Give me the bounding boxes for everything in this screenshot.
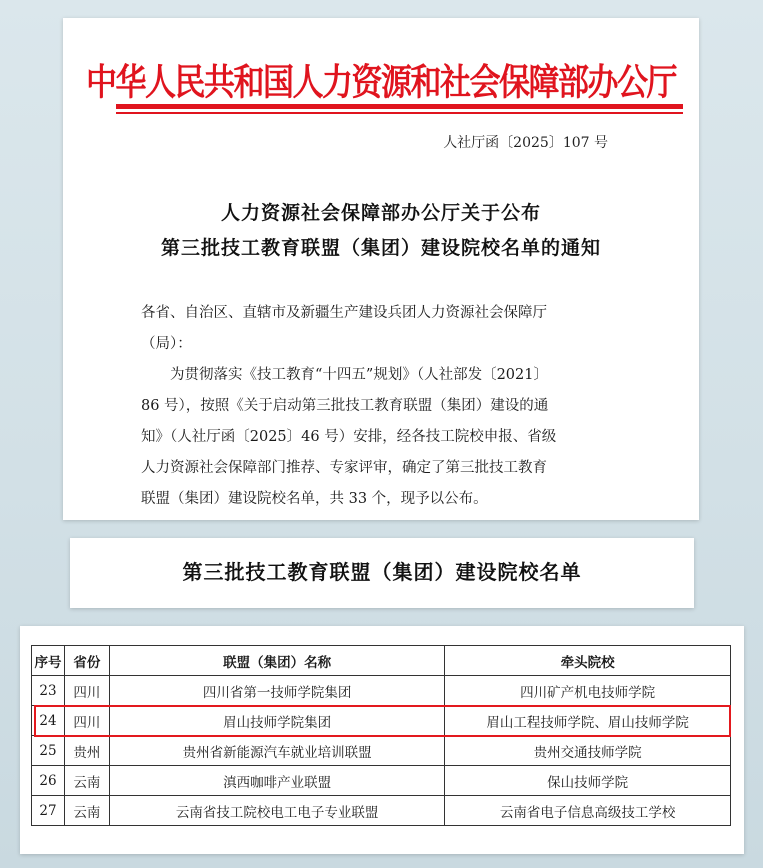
table-row — [32, 706, 731, 736]
cell-alliance-name: 滇西咖啡产业联盟 — [109, 766, 444, 796]
addressee — [141, 298, 615, 360]
cell-province: 云南 — [64, 766, 109, 796]
table-row — [32, 736, 731, 766]
list-heading-card — [70, 538, 694, 608]
cell-province: 四川 — [64, 706, 109, 736]
cell-alliance-name: 眉山技师学院集团 — [109, 706, 444, 736]
document-number: 人社厅函〔2025〕107 号 — [443, 135, 608, 151]
cell-lead-college: 云南省电子信息高级技工学校 — [445, 796, 731, 826]
cell-province: 四川 — [64, 676, 109, 706]
body-line: 联盟（集团）建设院校名单，共 33 个，现予以公布。 — [141, 491, 488, 507]
official-letter — [63, 18, 699, 520]
table-row — [32, 766, 731, 796]
cell-alliance-name: 四川省第一技师学院集团 — [109, 676, 444, 706]
college-list-table-card — [20, 626, 744, 854]
table-header-row — [32, 646, 731, 676]
cell-number: 27 — [32, 796, 65, 826]
cell-lead-college: 四川矿产机电技师学院 — [445, 676, 731, 706]
letterhead-red-rule-thin — [116, 112, 683, 114]
header-alliance-name: 联盟（集团）名称 — [109, 646, 444, 676]
addressee-line: 各省、自治区、直辖市及新疆生产建设兵团人力资源社会保障厅 — [141, 305, 547, 321]
body-line: 为贯彻落实《技工教育“十四五”规划》（人社部发〔2021〕 — [170, 367, 548, 383]
body-line: 人力资源社会保障部门推荐、专家评审，确定了第三批技工教育 — [141, 460, 547, 476]
header-number: 序号 — [32, 646, 65, 676]
cell-alliance-name: 贵州省新能源汽车就业培训联盟 — [109, 736, 444, 766]
cell-number: 24 — [32, 706, 65, 736]
cell-province: 贵州 — [64, 736, 109, 766]
header-province: 省份 — [64, 646, 109, 676]
cell-alliance-name: 云南省技工院校电工电子专业联盟 — [109, 796, 444, 826]
cell-number: 23 — [32, 676, 65, 706]
cell-lead-college: 保山技师学院 — [445, 766, 731, 796]
cell-lead-college: 眉山工程技师学院、眉山技师学院 — [445, 706, 731, 736]
letterhead-masthead: 中华人民共和国人力资源和社会保障部办公厅 — [86, 61, 676, 104]
cell-lead-college: 贵州交通技师学院 — [445, 736, 731, 766]
header-lead-college: 牵头院校 — [445, 646, 731, 676]
cell-number: 26 — [32, 766, 65, 796]
body-line: 86 号），按照《关于启动第三批技工教育联盟（集团）建设的通 — [141, 398, 549, 414]
table-row — [32, 676, 731, 706]
addressee-line: （局）： — [141, 336, 192, 352]
notice-body — [141, 360, 615, 515]
list-heading: 第三批技工教育联盟（集团）建设院校名单 — [182, 560, 582, 584]
notice-title-line-2: 第三批技工教育联盟（集团）建设院校名单的通知 — [160, 237, 601, 259]
cell-number: 25 — [32, 736, 65, 766]
body-line: 知》（人社厅函〔2025〕46 号）安排，经各技工院校申报、省级 — [141, 429, 557, 445]
letterhead-red-rule — [116, 104, 683, 109]
college-list-table — [31, 645, 731, 826]
table-row — [32, 796, 731, 826]
notice-title-line-1: 人力资源社会保障部办公厅关于公布 — [220, 202, 541, 224]
cell-province: 云南 — [64, 796, 109, 826]
